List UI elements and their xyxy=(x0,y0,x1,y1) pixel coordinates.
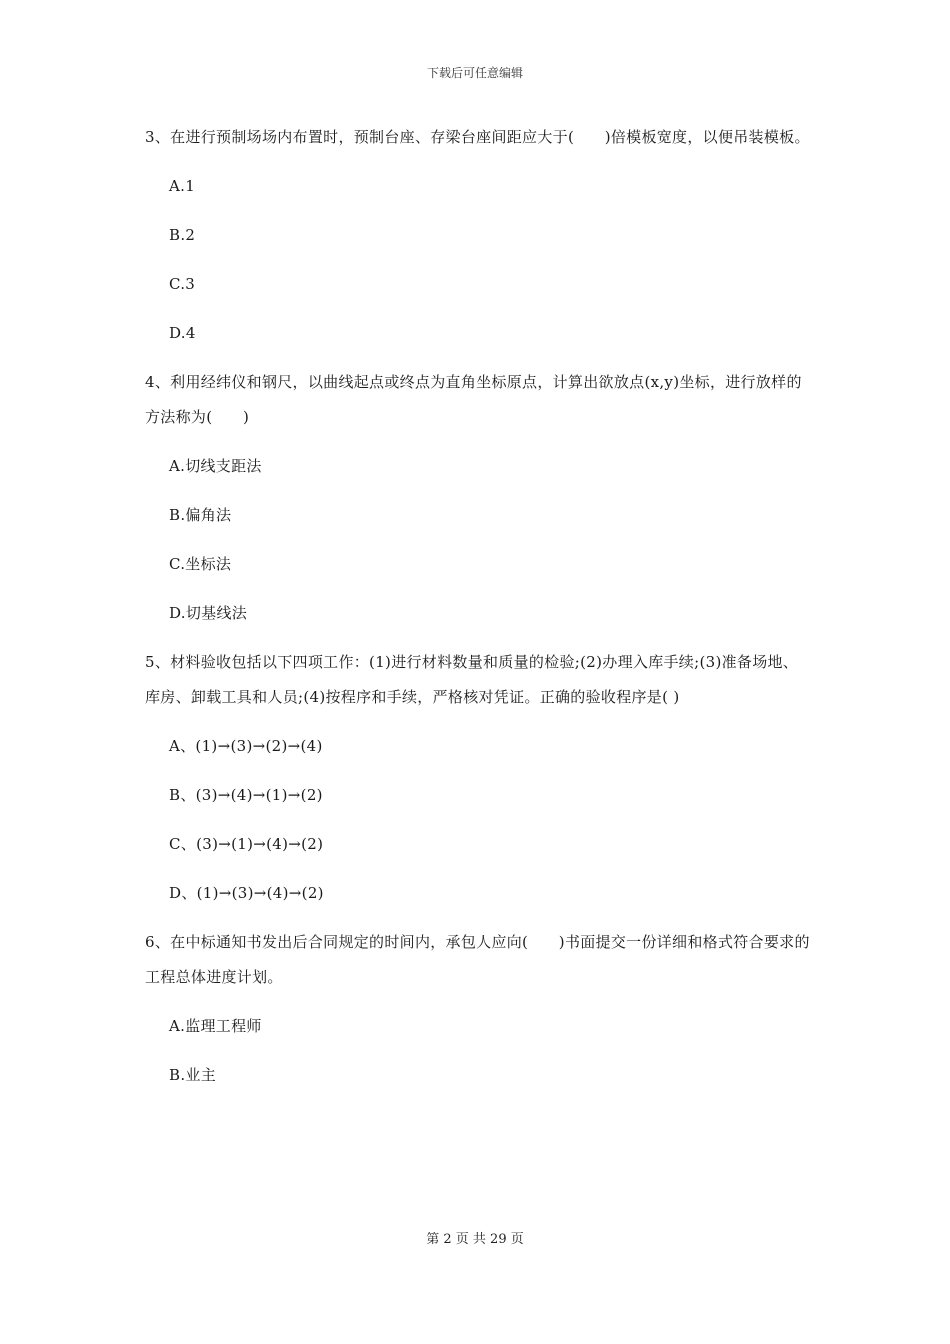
option-item: D、(1)→(3)→(4)→(2) xyxy=(169,884,324,902)
option-item: D.4 xyxy=(169,324,196,342)
option-item: D.切基线法 xyxy=(169,604,248,622)
option-item: A.1 xyxy=(169,177,196,195)
option-item: A.监理工程师 xyxy=(169,1017,262,1035)
question-text: 5、材料验收包括以下四项工作：(1)进行材料数量和质量的检验;(2)办理入库手续;(3)准备场地、库房、卸载工具和人员;(4)按程序和手续，严格核对凭证。正确的验收程序是( ) xyxy=(145,653,799,706)
option-item: B.2 xyxy=(169,226,196,244)
question-text: 4、利用经纬仪和钢尺，以曲线起点或终点为直角坐标原点，计算出欲放点(x,y)坐标，进行放样的方法称为( ) xyxy=(145,373,802,426)
option-item: B.业主 xyxy=(169,1066,216,1084)
page-header: 下载后可任意编辑 xyxy=(426,66,523,80)
option-item: C.3 xyxy=(169,275,196,293)
option-item: A.切线支距法 xyxy=(169,457,262,475)
option-item: B.偏角法 xyxy=(169,506,232,524)
question-list xyxy=(145,120,810,1107)
option-item: C、(3)→(1)→(4)→(2) xyxy=(169,835,324,853)
option-item: B、(3)→(4)→(1)→(2) xyxy=(169,786,323,804)
option-item: A、(1)→(3)→(2)→(4) xyxy=(169,737,323,755)
question-text: 6、在中标通知书发出后合同规定的时间内，承包人应向( )书面提交一份详细和格式符合要求的工程总体进度计划。 xyxy=(145,933,810,986)
page-footer: 第 2 页 共 29 页 xyxy=(426,1232,524,1247)
question-text: 3、在进行预制场场内布置时，预制台座、存梁台座间距应大于( )倍模板宽度，以便吊装模板。 xyxy=(145,128,810,146)
option-item: C.坐标法 xyxy=(169,555,232,573)
